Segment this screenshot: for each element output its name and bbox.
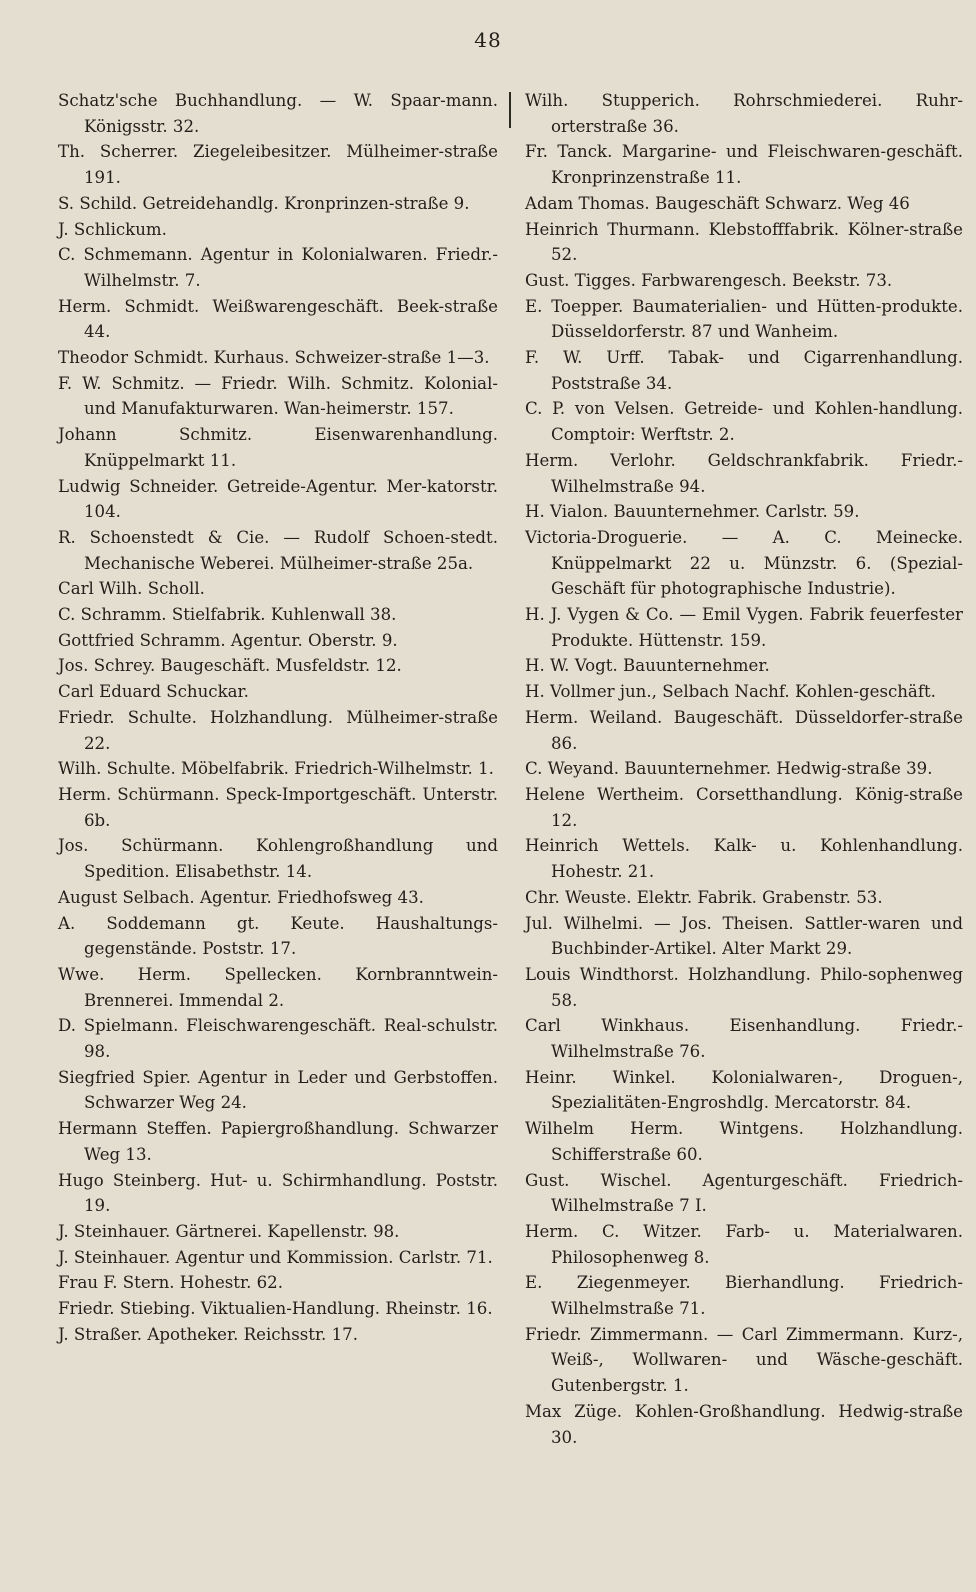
directory-entry: H. Vollmer jun., Selbach Nachf. Kohlen-geschäft. bbox=[525, 682, 936, 702]
directory-entry: E. Toepper. Baumaterialien- und Hütten-produkte. Düsseldorferstr. 87 und Wanheim. bbox=[525, 296, 963, 342]
directory-entry: J. Schlickum. bbox=[58, 219, 167, 239]
page-number: 48 bbox=[474, 28, 502, 52]
directory-entry: Victoria-Droguerie. — A. C. Meinecke. Knüppelmarkt 22 u. Münzstr. 6. (Spezial-Geschäft für photographische Industrie). bbox=[525, 527, 963, 599]
directory-entry: F. W. Urff. Tabak- und Cigarrenhandlung. Poststraße 34. bbox=[525, 348, 963, 393]
directory-entry: Gottfried Schramm. Agentur. Oberstr. 9. bbox=[58, 630, 398, 650]
directory-entry: Heinr. Winkel. Kolonialwaren-, Droguen-, Spezialitäten-Engroshdlg. Mercatorstr. 84. bbox=[525, 1067, 963, 1113]
directory-entry: Wilhelm Herm. Wintgens. Holzhandlung. Schifferstraße 60. bbox=[525, 1119, 963, 1164]
directory-entry: Hugo Steinberg. Hut- u. Schirmhandlung. Poststr. 19. bbox=[58, 1170, 498, 1216]
directory-entry: Johann Schmitz. Eisenwarenhandlung. Knüppelmarkt 11. bbox=[58, 425, 498, 470]
directory-entry: Jos. Schrey. Baugeschäft. Musfeldstr. 12. bbox=[58, 656, 402, 676]
directory-entry: Jul. Wilhelmi. — Jos. Theisen. Sattler-waren und Buchbinder-Artikel. Alter Markt 29. bbox=[525, 913, 963, 959]
directory-entry: Adam Thomas. Baugeschäft Schwarz. Weg 46 bbox=[525, 193, 910, 213]
directory-entry: Max Züge. Kohlen-Großhandlung. Hedwig-straße 30. bbox=[525, 1401, 963, 1447]
directory-entry: Friedr. Zimmermann. — Carl Zimmermann. Kurz-, Weiß-, Wollwaren- und Wäsche-geschäft. Gutenbergstr. 1. bbox=[525, 1324, 963, 1396]
directory-entry: A. Soddemann gt. Keute. Haushaltungs-gegenstände. Poststr. 17. bbox=[58, 913, 498, 959]
column-divider bbox=[509, 92, 511, 128]
directory-entry: Gust. Tigges. Farbwarengesch. Beekstr. 73. bbox=[525, 270, 893, 290]
directory-entry: Louis Windthorst. Holzhandlung. Philo-sophenweg 58. bbox=[525, 964, 963, 1010]
directory-entry: J. Steinhauer. Gärtnerei. Kapellenstr. 98. bbox=[58, 1221, 400, 1241]
directory-entry: C. P. von Velsen. Getreide- und Kohlen-handlung. Comptoir: Werftstr. 2. bbox=[525, 399, 963, 445]
directory-entry: Chr. Weuste. Elektr. Fabrik. Grabenstr. 53. bbox=[525, 887, 883, 907]
directory-entry: F. W. Schmitz. — Friedr. Wilh. Schmitz. Kolonial- und Manufakturwaren. Wan-heimerstr. 157. bbox=[58, 373, 498, 419]
directory-entry: Heinrich Thurmann. Klebstofffabrik. Kölner-straße 52. bbox=[525, 219, 963, 265]
directory-entry: Ludwig Schneider. Getreide-Agentur. Mer-katorstr. 104. bbox=[58, 476, 498, 522]
directory-entry: H. J. Vygen & Co. — Emil Vygen. Fabrik feuerfester Produkte. Hüttenstr. 159. bbox=[525, 605, 963, 650]
directory-entry: J. Straßer. Apotheker. Reichsstr. 17. bbox=[58, 1324, 358, 1344]
directory-entry: Wilh. Schulte. Möbelfabrik. Friedrich-Wilhelmstr. 1. bbox=[58, 759, 494, 779]
directory-entry: J. Steinhauer. Agentur und Kommission. Carlstr. 71. bbox=[58, 1247, 493, 1267]
directory-entry: Heinrich Wettels. Kalk- u. Kohlenhandlung. Hohestr. 21. bbox=[525, 836, 963, 882]
directory-entry: Wilh. Stupperich. Rohrschmiederei. Ruhr-orterstraße 36. bbox=[525, 91, 963, 136]
directory-entry: Hermann Steffen. Papiergroßhandlung. Schwarzer Weg 13. bbox=[58, 1119, 498, 1164]
directory-entry: Carl Wilh. Scholl. bbox=[58, 579, 205, 599]
directory-entry: Carl Eduard Schuckar. bbox=[58, 682, 249, 702]
directory-entry: Th. Scherrer. Ziegeleibesitzer. Mülheimer-straße 191. bbox=[58, 142, 498, 188]
directory-entry: R. Schoenstedt & Cie. — Rudolf Schoen-stedt. Mechanische Weberei. Mülheimer-straße 25a. bbox=[58, 527, 498, 573]
directory-entry: Wwe. Herm. Spellecken. Kornbranntwein-Brennerei. Immendal 2. bbox=[58, 964, 498, 1010]
directory-entry: Friedr. Schulte. Holzhandlung. Mülheimer-straße 22. bbox=[58, 707, 498, 753]
directory-entry: Gust. Wischel. Agenturgeschäft. Friedrich-Wilhelmstraße 7 I. bbox=[525, 1170, 963, 1216]
directory-entry: August Selbach. Agentur. Friedhofsweg 43. bbox=[58, 887, 424, 907]
directory-entry: H. W. Vogt. Bauunternehmer. bbox=[525, 656, 770, 676]
directory-entry: Helene Wertheim. Corsetthandlung. König-straße 12. bbox=[525, 784, 963, 830]
directory-entry: Jos. Schürmann. Kohlengroßhandlung und Spedition. Elisabethstr. 14. bbox=[58, 836, 498, 882]
directory-entry: Herm. Verlohr. Geldschrankfabrik. Friedr.-Wilhelmstraße 94. bbox=[525, 450, 963, 496]
directory-entry: D. Spielmann. Fleischwarengeschäft. Real-schulstr. 98. bbox=[58, 1016, 498, 1062]
directory-entry: C. Schmemann. Agentur in Kolonialwaren. Friedr.-Wilhelmstr. 7. bbox=[58, 245, 498, 290]
directory-entry: S. Schild. Getreidehandlg. Kronprinzen-straße 9. bbox=[58, 193, 470, 213]
directory-entry: Theodor Schmidt. Kurhaus. Schweizer-straße 1—3. bbox=[58, 348, 490, 368]
directory-entry: Schatz'sche Buchhandlung. — W. Spaar-mann. Königsstr. 32. bbox=[58, 91, 498, 136]
directory-entry: Herm. Weiland. Baugeschäft. Düsseldorfer-straße 86. bbox=[525, 707, 963, 753]
directory-entry: Friedr. Stiebing. Viktualien-Handlung. Rheinstr. 16. bbox=[58, 1299, 493, 1319]
right-column bbox=[525, 88, 963, 1450]
directory-entry: Frau F. Stern. Hohestr. 62. bbox=[58, 1273, 284, 1293]
directory-entry: Herm. C. Witzer. Farb- u. Materialwaren. Philosophenweg 8. bbox=[525, 1221, 963, 1267]
directory-entry: Herm. Schürmann. Speck-Importgeschäft. Unterstr. 6b. bbox=[58, 784, 498, 830]
directory-entry: E. Ziegenmeyer. Bierhandlung. Friedrich-Wilhelmstraße 71. bbox=[525, 1273, 963, 1319]
left-column bbox=[58, 88, 498, 1347]
directory-entry: H. Vialon. Bauunternehmer. Carlstr. 59. bbox=[525, 502, 860, 522]
directory-entry: Herm. Schmidt. Weißwarengeschäft. Beek-straße 44. bbox=[58, 296, 498, 342]
directory-entry: C. Weyand. Bauunternehmer. Hedwig-straße 39. bbox=[525, 759, 933, 779]
directory-entry: Fr. Tanck. Margarine- und Fleischwaren-geschäft. Kronprinzenstraße 11. bbox=[525, 142, 963, 188]
directory-entry: C. Schramm. Stielfabrik. Kuhlenwall 38. bbox=[58, 605, 397, 625]
directory-entry: Siegfried Spier. Agentur in Leder und Gerbstoffen. Schwarzer Weg 24. bbox=[58, 1067, 498, 1113]
directory-entry: Carl Winkhaus. Eisenhandlung. Friedr.-Wilhelmstraße 76. bbox=[525, 1016, 963, 1062]
